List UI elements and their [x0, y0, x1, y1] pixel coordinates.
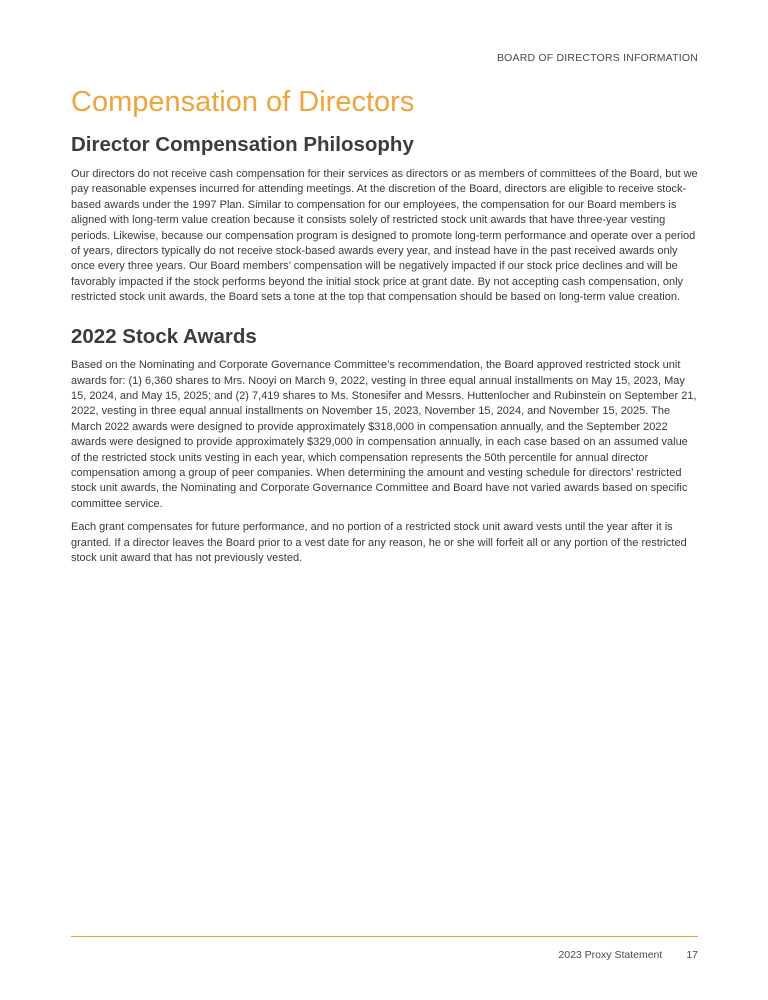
footer	[558, 949, 698, 961]
footer-divider	[71, 936, 698, 937]
section-heading-stock-awards: 2022 Stock Awards	[71, 324, 257, 348]
footer-document-name: 2023 Proxy Statement	[558, 949, 663, 961]
main-content	[71, 84, 698, 574]
section-heading-philosophy: Director Compensation Philosophy	[71, 133, 414, 157]
page-title: Compensation of Directors	[71, 86, 415, 118]
section-label: BOARD OF DIRECTORS INFORMATION	[496, 52, 698, 64]
stock-awards-paragraph-1: Based on the Nominating and Corporate Governance Committee’s recommendation, the Board approved restricted stock unit awards for: (1) 6,360 shares to Mrs. Nooyi on March 9, 2022, vesting in three equal annual installments on May 15, 2023, May 15, 2024, and May 15, 2025; and (2) 7,419 shares to Ms. Stonesifer and Messrs. Huttenlocher and Rubinstein on September 21, 2022, vesting in three equal annual installments on November 15, 2023, November 15, 2024, and November 15, 2025. The March 2022 awards were designed to provide approximately $318,000 in compensation annually, and the September 2022 awards were designed to provide approximately $329,000 in compensation annually, in each case based on an assumed value of the restricted stock units vesting in each year, which compensation represents the 50th percentile for annual director compensation among a group of peer companies. When determining the amount and vesting schedule for directors’ restricted stock unit awards, the Nominating and Corporate Governance Committee and Board have not varied awards based on specific committee service.	[71, 359, 697, 510]
page-number: 17	[686, 949, 698, 961]
stock-awards-paragraph-2: Each grant compensates for future performance, and no portion of a restricted stock unit award vests until the year after it is granted. If a director leaves the Board prior to a vest date for any reason, he or she will forfeit all or any portion of the restricted stock unit award that has not previously vested.	[71, 521, 687, 565]
philosophy-paragraph: Our directors do not receive cash compensation for their services as directors or as members of committees of the Board, but we pay reasonable expenses incurred for attending meetings. At the discretion of the Board, directors are eligible to receive stock-based awards under the 1997 Plan. Similar to compensation for our employees, the compensation for our Board members is aligned with long-term value creation because it consists solely of restricted stock unit awards that have three-year vesting periods. Likewise, because our compensation program is designed to promote long-term performance and operate over a period of years, directors typically do not receive stock-based awards every year, and instead have in the past received awards only once every three years. Our Board members’ compensation will be negatively impacted if our stock price declines and will be favorably impacted if the stock performs beyond the initial stock price at grant date. By not accepting cash compensation, only restricted stock unit awards, the Board sets a tone at the top that compensation should be based on long-term value creation.	[71, 167, 698, 304]
